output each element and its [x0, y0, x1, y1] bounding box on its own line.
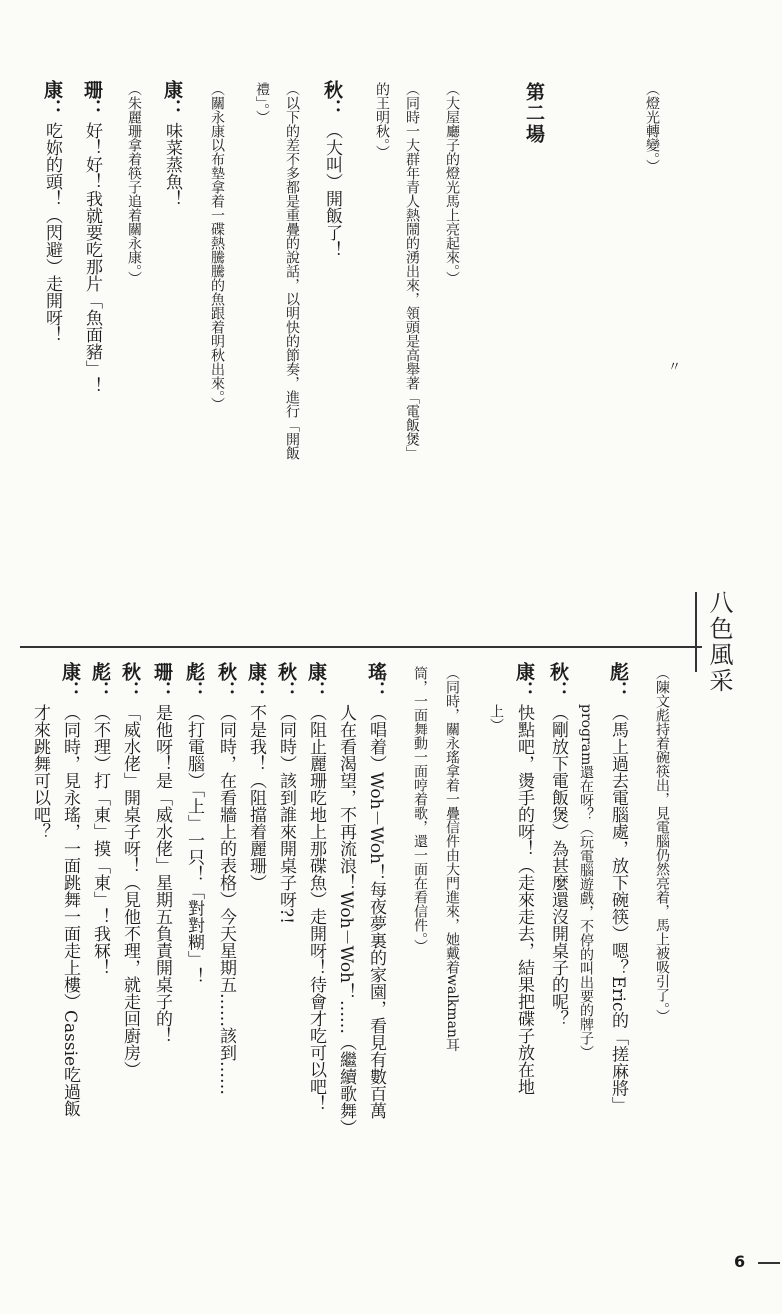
dialogue-line — [40, 80, 64, 343]
speaker-label: 秋： — [119, 662, 141, 700]
dialogue-text: 「威水佬」開桌子呀！（見他不理，就走回廚房） — [120, 704, 140, 1078]
stage-direction: 的王明秋。） — [374, 82, 390, 159]
dialogue-text: （大叫）開飯了！ — [322, 122, 342, 258]
dialogue-text: （剛放下電飯煲）為甚麼還沒開桌子的呢？ — [548, 704, 568, 1027]
series-rule — [695, 592, 697, 672]
dialogue-text: 不是我！（阻擋着麗珊） — [246, 704, 266, 891]
speaker-label: 康： — [245, 662, 267, 700]
page-number-rule — [758, 1262, 780, 1264]
speaker-label: 康： — [41, 80, 63, 118]
dialogue-line — [150, 662, 174, 1044]
dialogue-line — [58, 662, 82, 1117]
stage-direction: （同時，關永瑤拿着一疊信件由大門進來，她戴着walkman耳 — [444, 666, 460, 1052]
section-divider — [20, 646, 702, 648]
dialogue-line — [512, 662, 536, 1095]
dialogue-line — [320, 80, 344, 258]
dialogue-text: 味菜蒸魚！ — [162, 122, 182, 207]
speaker-label: 康： — [59, 662, 81, 700]
dialogue-text: 快點吧，燙手的呀！（走來走去，結果把碟子放在地 — [514, 704, 534, 1095]
dialogue-text: 好！好！我就要吃那片「魚面豬」！ — [82, 122, 102, 394]
stage-direction: （陳文彪持着碗筷出，見電腦仍然亮着，馬上被吸引了。） — [654, 666, 670, 1023]
speaker-label: 瑤： — [365, 662, 387, 700]
dialogue-continuation: 才來跳舞可以吧？ — [30, 704, 50, 840]
scene-heading: 第二場 — [523, 82, 545, 145]
dialogue-line — [304, 662, 328, 1112]
dialogue-line — [274, 662, 298, 924]
dialogue-text: （同時，在看牆上的表格）今天星期五……該到…… — [216, 704, 236, 1095]
stage-direction: 筒，一面舞動一面哼着歌，還一面在看信件。） — [412, 666, 428, 953]
dialogue-line — [214, 662, 238, 1095]
bottom-half — [0, 662, 782, 1252]
speaker-label: 珊： — [81, 80, 103, 118]
dialogue-text: （不理）打「東」摸「東」！我冧！ — [90, 704, 110, 976]
stage-direction: （以下的差不多都是重疊的說話，以明快的節奏，進行「開飯 — [284, 82, 300, 460]
speaker-label: 珊： — [151, 662, 173, 700]
speaker-label: 秋： — [275, 662, 297, 700]
speaker-label: 康： — [161, 80, 183, 118]
dialogue-continuation: 人在看渴望，不再流浪！Woh－Woh！……（繼續歌舞） — [336, 704, 356, 1137]
dialogue-line — [606, 662, 630, 1114]
stage-direction: 禮」。） — [254, 82, 270, 124]
stage-direction: （關永康以布墊拿着一碟熱騰騰的魚跟着明秋出來。） — [209, 82, 225, 411]
dialogue-text: （阻止麗珊吃地上那碟魚）走開呀！待會才吃可以吧！ — [306, 704, 326, 1112]
dialogue-text: （馬上過去電腦處，放下碗筷）嗯？Eric的「搓麻將」 — [608, 704, 628, 1114]
series-title: 八色風采 — [705, 590, 733, 694]
dialogue-line — [244, 662, 268, 891]
stage-direction: （朱麗珊拿着筷子追着關永康。） — [126, 82, 142, 285]
speaker-label: 彪： — [607, 662, 629, 700]
top-half — [0, 60, 782, 640]
speaker-label: 秋： — [321, 80, 343, 118]
stage-direction: （燈光轉變。） — [644, 82, 660, 173]
dialogue-text: （同時）該到誰來開桌子呀?! — [276, 704, 296, 924]
dialogue-continuation: 上） — [488, 704, 504, 732]
dialogue-text: 吃妳的頭！（閃避）走開呀！ — [42, 122, 62, 343]
stray-mark: 〃 — [668, 360, 682, 375]
dialogue-text: （唱着）Woh－Woh！每夜夢裏的家園，看見有數百萬 — [366, 704, 386, 1120]
speaker-label: 彪： — [183, 662, 205, 700]
dialogue-line — [546, 662, 570, 1027]
speaker-label: 彪： — [89, 662, 111, 700]
stage-direction: （大屋廳子的燈光馬上亮起來。） — [444, 82, 460, 285]
dialogue-text: 是他呀！是「威水佬」星期五負責開桌子的！ — [152, 704, 172, 1044]
dialogue-text: （打電腦）「上」一只！「對對糊」！ — [184, 704, 204, 985]
page-number: 6 — [734, 1252, 746, 1271]
dialogue-line — [118, 662, 142, 1078]
dialogue-line — [88, 662, 112, 976]
dialogue-text: （同時，見永瑤，一面跳舞一面走上樓）Cassie吃過飯 — [60, 704, 80, 1118]
dialogue-line — [182, 662, 206, 985]
speaker-label: 秋： — [215, 662, 237, 700]
speaker-label: 康： — [305, 662, 327, 700]
dialogue-line — [160, 80, 184, 207]
dialogue-line — [364, 662, 388, 1119]
stage-direction: （同時一大群年青人熱鬧的湧出來，領頭是高舉著「電飯煲」 — [404, 82, 420, 460]
speaker-label: 康： — [513, 662, 535, 700]
speaker-label: 秋： — [547, 662, 569, 700]
dialogue-continuation: program還在呀？（玩電腦遊戲，不停的叫出要的牌子） — [578, 704, 594, 1060]
dialogue-line — [80, 80, 104, 394]
